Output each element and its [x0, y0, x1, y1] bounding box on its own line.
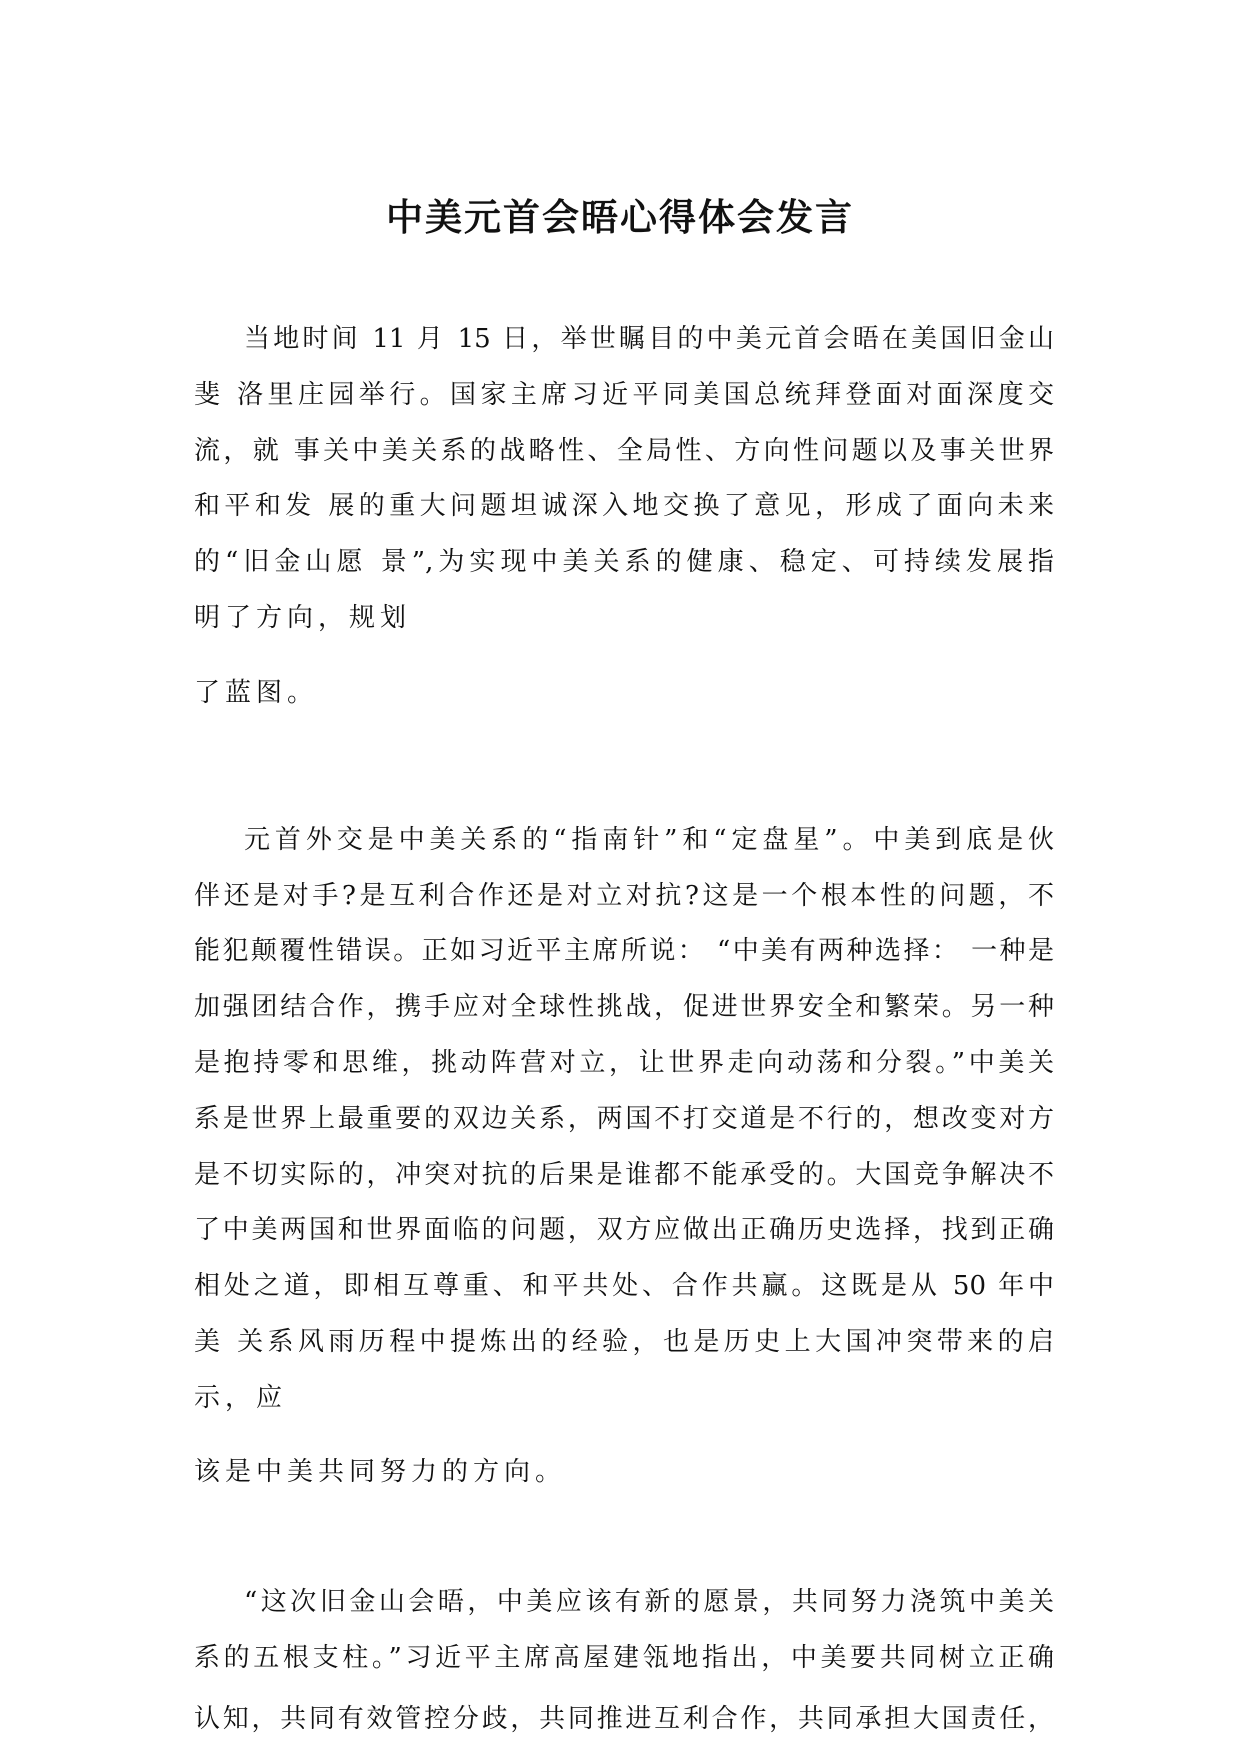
- paragraph-1-line-3: 流，就 事关中美关系的战略性、全局性、方向性问题以及事关世界: [194, 436, 1054, 466]
- paragraph-3-line-3: 认知，共同有效管控分歧，共同推进互利合作，共同承担大国责任，: [194, 1704, 1054, 1734]
- paragraph-2-line-5: 是抱持零和思维，挑动阵营对立，让世界走向动荡和分裂。”中美关: [194, 1048, 1054, 1078]
- paragraph-2-line-7: 是不切实际的，冲突对抗的后果是谁都不能承受的。大国竞争解决不: [194, 1160, 1054, 1190]
- paragraph-3-line-1: “这次旧金山会晤，中美应该有新的愿景，共同努力浇筑中美关: [244, 1587, 1054, 1617]
- paragraph-2-line-2: 伴还是对手?是互利合作还是对立对抗?这是一个根本性的问题，不: [194, 881, 1054, 911]
- document-title: 中美元首会晤心得体会发言: [386, 196, 854, 239]
- paragraph-2-line-4: 加强团结合作，携手应对全球性挑战，促进世界安全和繁荣。另一种: [194, 992, 1054, 1022]
- paragraph-2-line-8: 了中美两国和世界面临的问题，双方应做出正确历史选择，找到正确: [194, 1215, 1054, 1245]
- paragraph-2-line-11: 示，应: [194, 1383, 288, 1413]
- paragraph-2-line-12: 该是中美共同努力的方向。: [194, 1457, 567, 1487]
- paragraph-1-line-1: 当地时间 11 月 15 日，举世瞩目的中美元首会晤在美国旧金山: [244, 324, 1054, 354]
- paragraph-2-line-9: 相处之道，即相互尊重、和平共处、合作共赢。这既是从 50 年中: [194, 1271, 1054, 1301]
- paragraph-1-line-5: 的“旧金山愿 景”,为实现中美关系的健康、稳定、可持续发展指: [194, 547, 1054, 577]
- paragraph-2-line-10: 美 关系风雨历程中提炼出的经验，也是历史上大国冲突带来的启: [194, 1327, 1054, 1357]
- paragraph-1-line-6: 明了方向，规划: [194, 603, 412, 633]
- paragraph-1-line-4: 和平和发 展的重大问题坦诚深入地交换了意见，形成了面向未来: [194, 491, 1054, 521]
- paragraph-1-line-7: 了蓝图。: [194, 678, 319, 708]
- paragraph-2-line-3: 能犯颠覆性错误。正如习近平主席所说： “中美有两种选择： 一种是: [194, 936, 1054, 966]
- paragraph-1-line-2: 斐 洛里庄园举行。国家主席习近平同美国总统拜登面对面深度交: [194, 380, 1054, 410]
- paragraph-3-line-2: 系的五根支柱。”习近平主席高屋建瓴地指出，中美要共同树立正确: [194, 1643, 1054, 1673]
- paragraph-2-line-6: 系是世界上最重要的双边关系，两国不打交道是不行的，想改变对方: [194, 1104, 1054, 1134]
- paragraph-2-line-1: 元首外交是中美关系的“指南针”和“定盘星”。中美到底是伙: [244, 825, 1054, 855]
